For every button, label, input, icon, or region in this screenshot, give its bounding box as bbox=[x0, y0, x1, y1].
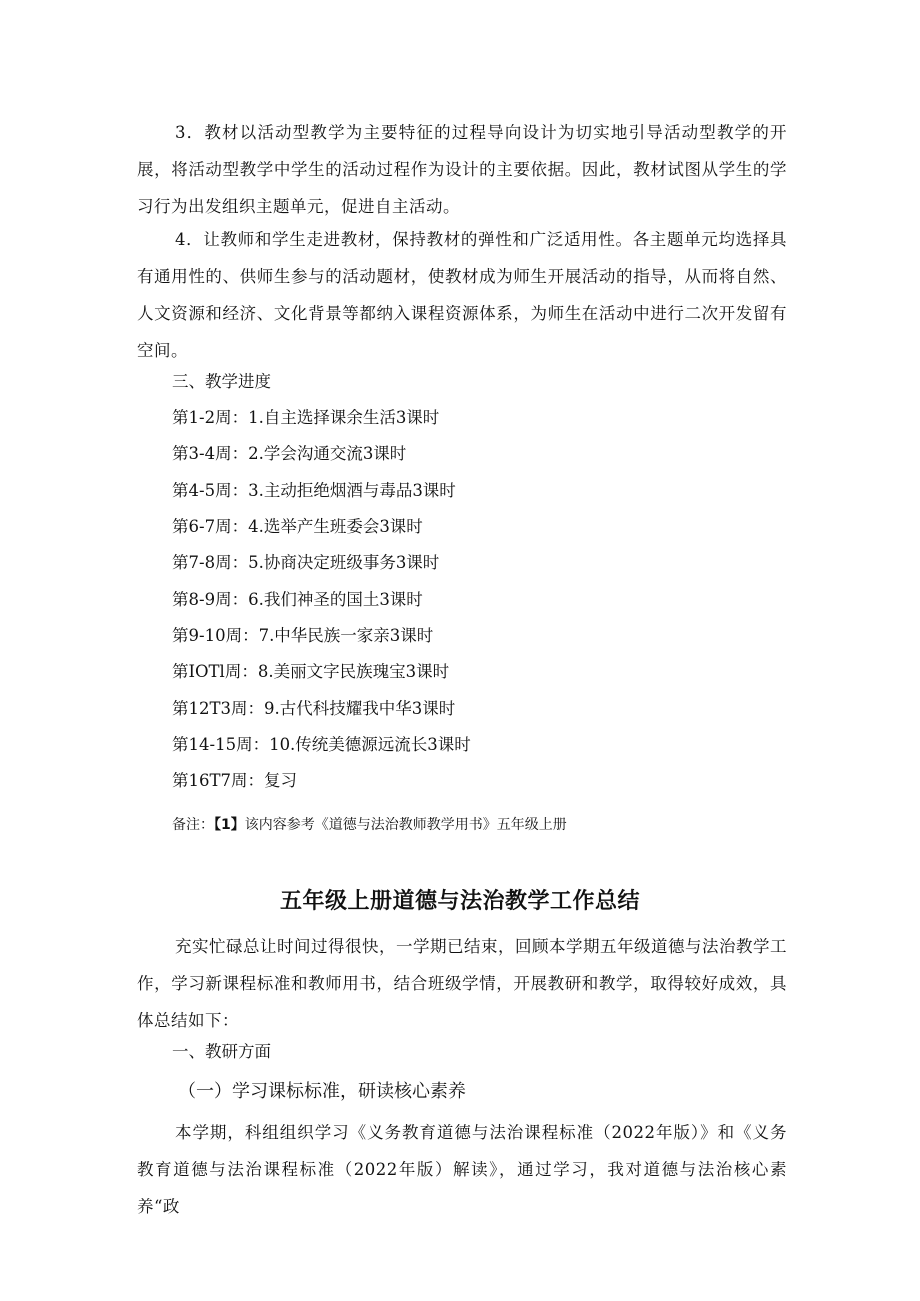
section-heading-schedule: 三、教学进度 bbox=[172, 372, 271, 391]
schedule-row: 第7-8周：5.协商决定班级事务3课时 bbox=[172, 553, 440, 572]
document-title: 五年级上册道德与法治教学工作总结 bbox=[279, 888, 640, 914]
schedule-row: 第12T3周：9.古代科技耀我中华3课时 bbox=[172, 699, 456, 718]
footnote bbox=[172, 814, 567, 836]
schedule-row: 第9-10周：7.中华民族一家亲3课时 bbox=[172, 626, 434, 645]
schedule-row: 第8-9周：6.我们神圣的国土3课时 bbox=[172, 590, 423, 609]
schedule-row: 第14-15周：10.传统美德源远流长3课时 bbox=[172, 735, 471, 754]
footnote-text: 该内容参考《道德与法治教师教学用书》五年级上册 bbox=[244, 817, 567, 833]
body-paragraph: 本学期，科组组织学习《义务教育道德与法治课程标准（2022年版）》和《义务教育道德与法治课程标准（2022年版）解读》，通过学习，我对道德与法治核心素养“政 bbox=[137, 1123, 787, 1216]
schedule-row: 第IOTl周：8.美丽文字民族瑰宝3课时 bbox=[172, 662, 450, 681]
intro-paragraph: 充实忙碌总让时间过得很快，一学期已结束，回顾本学期五年级道德与法治教学工作，学习新课程标准和教师用书，结合班级学情，开展教研和教学，取得较好成效，具体总结如下： bbox=[137, 937, 787, 1030]
paragraph-item-4: 4．让教师和学生走进教材，保持教材的弹性和广泛适用性。各主题单元均选择具有通用性的、供师生参与的活动题材，使教材成为师生开展活动的指导，从而将自然、人文资源和经济、文化背景等都纳入课程资源体系，为师生在活动中进行二次开发留有空间。 bbox=[137, 230, 787, 360]
subsection-heading: （一）学习课标标准，研读核心素养 bbox=[178, 1081, 466, 1102]
schedule-row: 第4-5周：3.主动拒绝烟酒与毒品3课时 bbox=[172, 481, 456, 500]
schedule-row: 第16T7周：复习 bbox=[172, 771, 297, 790]
footnote-prefix: 备注： bbox=[172, 817, 214, 833]
schedule-row: 第3-4周：2.学会沟通交流3课时 bbox=[172, 444, 407, 463]
footnote-marker: 【1】 bbox=[214, 817, 245, 833]
section-heading-research: 一、教研方面 bbox=[172, 1042, 271, 1061]
paragraph-item-3: 3．教材以活动型教学为主要特征的过程导向设计为切实地引导活动型教学的开展，将活动型教学中学生的活动过程作为设计的主要依据。因此，教材试图从学生的学习行为出发组织主题单元，促进自主活动。 bbox=[137, 123, 787, 216]
schedule-row: 第6-7周：4.选举产生班委会3课时 bbox=[172, 517, 423, 536]
schedule-row: 第1-2周：1.自主选择课余生活3课时 bbox=[172, 408, 440, 427]
